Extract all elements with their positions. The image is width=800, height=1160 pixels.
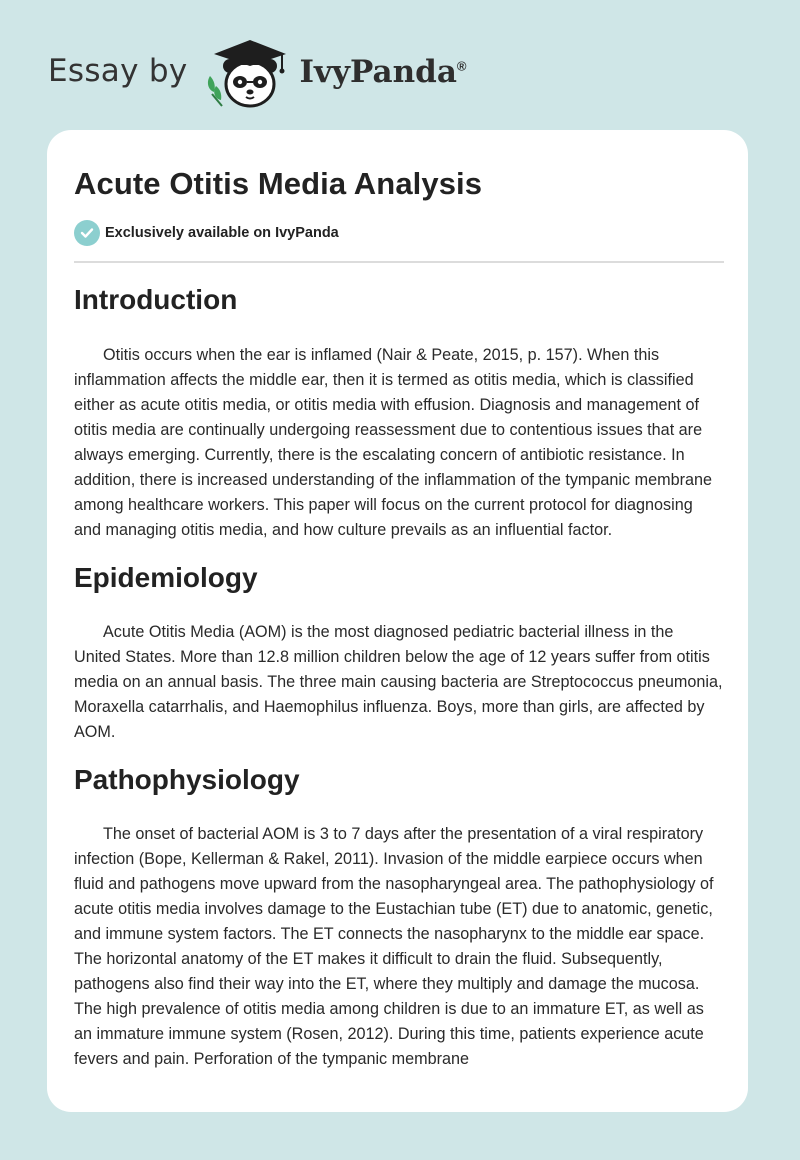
section-paragraph-epidemiology: Acute Otitis Media (AOM) is the most diagnosed pediatric bacterial illness in the United States. More than 12.8 million children below the age of 12 years suffer from otitis media on an annual basis. The three main causing bacteria are Streptococcus pneumonia, Moraxella catarrhalis, and Haemophilus influenza. Boys, more than girls, are affected by AOM. [74,623,723,741]
article-card [47,130,748,1112]
page-title: Acute Otitis Media Analysis [74,166,483,201]
registered-mark: ® [456,58,467,74]
exclusive-badge-text: Exclusively available on IvyPanda [105,225,339,241]
brand-name-text: IvyPanda [299,54,457,90]
essay-by-label: Essay by [48,53,188,89]
section-heading-pathophysiology: Pathophysiology [74,764,300,795]
panda-graduation-cap-icon[interactable] [202,36,298,112]
section-paragraph-pathophysiology: The onset of bacterial AOM is 3 to 7 days after the presentation of a viral respiratory infection (Bope, Kellerman & Rakel, 2011). Invasion of the middle earpiece occurs when fluid and pathogens move upward from the nasopharyngeal area. The pathophysiology of acute otitis media involves damage to the Eustachian tube (ET) due to anatomic, genetic, and immune system factors. The ET connects the nasopharynx to the middle ear space. The horizontal anatomy of the ET makes it difficult to drain the fluid. Subsequently, pathogens also find their way into the ET, where they multiply and damage the mucosa. The high prevalence of otitis media among children is due to an immature ET, as well as an immature immune system (Rosen, 2012). During this time, patients experience acute fevers and pain. Perforation of the tympanic membrane [74,825,714,1068]
check-icon [74,220,100,246]
site-header [48,34,467,114]
section-heading-introduction: Introduction [74,284,238,315]
brand-name[interactable] [300,54,467,90]
section-heading-epidemiology: Epidemiology [74,562,258,593]
divider [74,261,724,263]
exclusive-badge [74,220,339,246]
section-paragraph-introduction: Otitis occurs when the ear is inflamed (Nair & Peate, 2015, p. 157). When this inflammation affects the middle ear, then it is termed as otitis media, which is classified either as acute otitis media, or otitis media with effusion. Diagnosis and management of otitis media are continually undergoing reassessment due to contentious issues that are always emerging. Currently, there is the escalating concern of antibiotic resistance. In addition, there is increased understanding of the inflammation of the tympanic membrane among healthcare workers. This paper will focus on the current protocol for diagnosing and managing otitis media, and how culture prevails as an influential factor. [74,346,712,539]
